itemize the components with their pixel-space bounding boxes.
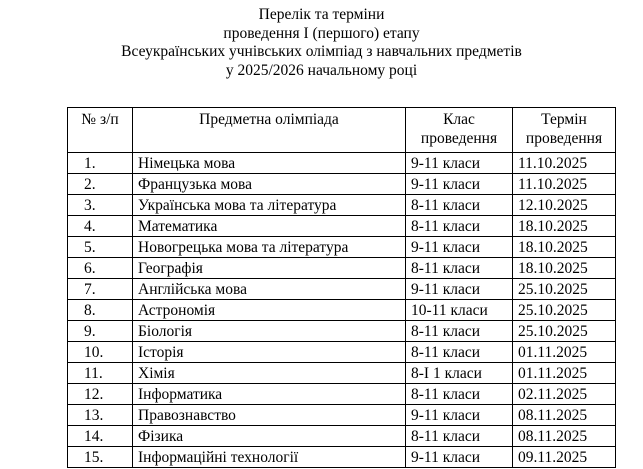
table-row xyxy=(68,426,616,447)
row-number: 14. xyxy=(68,426,133,447)
header-class xyxy=(406,108,513,153)
row-number: 10. xyxy=(68,342,133,363)
row-number: 2. xyxy=(68,174,133,195)
row-number: 6. xyxy=(68,258,133,279)
row-grade: 9-11 класи xyxy=(406,174,513,195)
row-number: 4. xyxy=(68,216,133,237)
row-number: 8. xyxy=(68,300,133,321)
row-subject: Правознавство xyxy=(133,405,406,426)
olympiad-schedule-table xyxy=(67,107,616,468)
row-grade: 9-11 класи xyxy=(406,237,513,258)
row-grade: 8-11 класи xyxy=(406,195,513,216)
row-subject: Німецька мова xyxy=(133,153,406,174)
row-subject: Математика xyxy=(133,216,406,237)
title-line-1: Перелік та терміни xyxy=(258,6,385,23)
row-number: 12. xyxy=(68,384,133,405)
document-title xyxy=(0,6,643,80)
table-row xyxy=(68,174,616,195)
row-subject: Інформатика xyxy=(133,384,406,405)
header-number xyxy=(68,108,133,153)
row-grade: 9-11 класи xyxy=(406,279,513,300)
row-grade: 8-11 класи xyxy=(406,342,513,363)
row-date: 11.10.2025 xyxy=(513,174,616,195)
row-subject: Інформаційні технології xyxy=(133,447,406,468)
row-date: 08.11.2025 xyxy=(513,405,616,426)
row-number: 7. xyxy=(68,279,133,300)
row-number: 5. xyxy=(68,237,133,258)
header-class-line-1: Клас xyxy=(443,111,475,128)
row-number: 13. xyxy=(68,405,133,426)
table-row xyxy=(68,258,616,279)
table-row xyxy=(68,405,616,426)
table-row xyxy=(68,321,616,342)
header-subject-label: Предметна олімпіада xyxy=(199,111,339,128)
row-grade: 8-11 класи xyxy=(406,321,513,342)
row-grade: 9-11 класи xyxy=(406,447,513,468)
title-line-2: проведення І (першого) етапу xyxy=(223,24,420,42)
header-term xyxy=(513,108,616,153)
row-date: 02.11.2025 xyxy=(513,384,616,405)
row-subject: Хімія xyxy=(133,363,406,384)
row-subject: Новогрецька мова та література xyxy=(133,237,406,258)
row-date: 18.10.2025 xyxy=(513,216,616,237)
row-number: 15. xyxy=(68,447,133,468)
table-row xyxy=(68,279,616,300)
table-row xyxy=(68,342,616,363)
table-row xyxy=(68,300,616,321)
table-row xyxy=(68,195,616,216)
table-row xyxy=(68,237,616,258)
row-date: 25.10.2025 xyxy=(513,321,616,342)
row-date: 18.10.2025 xyxy=(513,258,616,279)
row-date: 25.10.2025 xyxy=(513,300,616,321)
header-term-line-2: проведення xyxy=(525,130,603,147)
header-class-line-2: проведення xyxy=(420,130,498,147)
table-row xyxy=(68,216,616,237)
row-date: 08.11.2025 xyxy=(513,426,616,447)
title-line-3: Всеукраїнських учнівських олімпіад з навчальних предметів xyxy=(121,43,522,60)
row-subject: Астрономія xyxy=(133,300,406,321)
row-date: 09.11.2025 xyxy=(513,447,616,468)
row-date: 25.10.2025 xyxy=(513,279,616,300)
table-row xyxy=(68,153,616,174)
title-line-4: у 2025/2026 начальному році xyxy=(225,61,418,79)
row-date: 12.10.2025 xyxy=(513,195,616,216)
table-row xyxy=(68,384,616,405)
row-subject: Українська мова та література xyxy=(133,195,406,216)
row-grade: 8-11 класи xyxy=(406,216,513,237)
row-grade: 9-11 класи xyxy=(406,153,513,174)
header-subject xyxy=(133,108,406,153)
row-subject: Англійська мова xyxy=(133,279,406,300)
row-grade: 8-11 класи xyxy=(406,384,513,405)
row-date: 11.10.2025 xyxy=(513,153,616,174)
row-number: 11. xyxy=(68,363,133,384)
row-subject: Французька мова xyxy=(133,174,406,195)
table-header-row xyxy=(68,108,616,153)
row-subject: Фізика xyxy=(133,426,406,447)
row-number: 1. xyxy=(68,153,133,174)
row-subject: Історія xyxy=(133,342,406,363)
row-grade: 10-11 класи xyxy=(406,300,513,321)
row-date: 01.11.2025 xyxy=(513,363,616,384)
header-term-line-1: Термін xyxy=(541,111,587,128)
row-number: 3. xyxy=(68,195,133,216)
row-date: 18.10.2025 xyxy=(513,237,616,258)
row-grade: 9-11 класи xyxy=(406,405,513,426)
table-row xyxy=(68,363,616,384)
row-grade: 8-11 класи xyxy=(406,426,513,447)
row-subject: Біологія xyxy=(133,321,406,342)
row-number: 9. xyxy=(68,321,133,342)
row-grade: 8-І 1 класи xyxy=(406,363,513,384)
table-row xyxy=(68,447,616,468)
row-subject: Географія xyxy=(133,258,406,279)
header-number-label: № з/п xyxy=(81,111,119,128)
table-body xyxy=(68,153,616,468)
row-grade: 8-11 класи xyxy=(406,258,513,279)
row-date: 01.11.2025 xyxy=(513,342,616,363)
